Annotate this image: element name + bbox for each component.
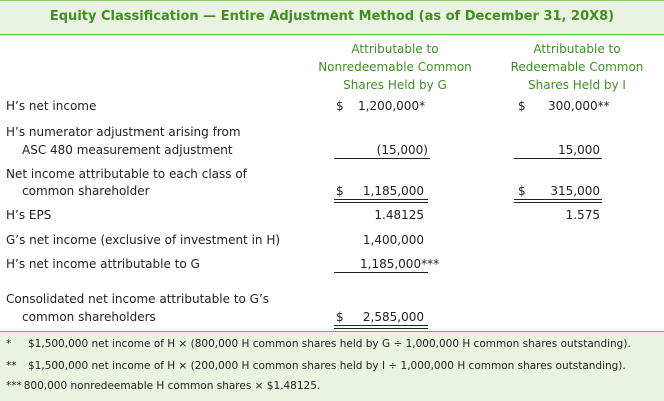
footnote-text: $1,500,000 net income of H × (200,000 H common shares held by I ÷ 1,000,000 H common shares outstanding). <box>28 360 626 372</box>
underline <box>514 158 602 159</box>
title-bar <box>0 0 664 35</box>
value-numerator-adj-i: 15,000 <box>558 143 600 157</box>
column-header-i-line2: Redeemable Common <box>510 60 644 74</box>
double-underline-top <box>514 199 602 200</box>
column-header-i <box>492 40 662 94</box>
row-label-numerator-adj-line1: H’s numerator adjustment arising from <box>6 125 241 139</box>
footnote-text: 800,000 nonredeemable H common shares × $1.48125. <box>23 380 321 392</box>
column-header-i-line3: Shares Held by I <box>528 78 626 92</box>
column-header-i-line1: Attributable to <box>533 42 621 56</box>
column-header-g-line3: Shares Held by G <box>343 78 447 92</box>
underline <box>334 272 428 273</box>
value-attributable-i: 315,000 <box>550 184 600 198</box>
row-label-attributable-line1: Net income attributable to each class of <box>6 167 247 181</box>
underline <box>334 158 430 159</box>
footnote-text: $1,500,000 net income of H × (800,000 H common shares held by G ÷ 1,000,000 H common shares outstanding). <box>28 338 631 350</box>
column-header-g <box>300 40 490 94</box>
row-label-h-to-g: H’s net income attributable to G <box>6 257 200 271</box>
value-eps-i: 1.575 <box>565 208 600 222</box>
footnote-1 <box>6 337 631 351</box>
double-underline-bottom <box>334 328 428 329</box>
row-label-consolidated-line2: common shareholders <box>22 310 156 324</box>
row-label-attributable-line2: common shareholder <box>22 184 150 198</box>
row-label-eps: H’s EPS <box>6 208 52 222</box>
value-h-to-g: 1,185,000*** <box>360 257 440 271</box>
dollar-sign: $ <box>336 99 344 113</box>
value-net-income-i: 300,000** <box>548 99 610 113</box>
dollar-sign: $ <box>336 184 344 198</box>
footnote-3 <box>6 379 320 393</box>
double-underline-bottom <box>334 202 428 203</box>
value-net-income-g: 1,200,000* <box>358 99 426 113</box>
column-header-g-line2: Nonredeemable Common <box>318 60 472 74</box>
row-label-g-net-income: G’s net income (exclusive of investment in H) <box>6 233 281 247</box>
value-attributable-g: 1,185,000 <box>362 184 424 198</box>
footnote-mark: ** <box>6 360 17 372</box>
double-underline-bottom <box>514 202 602 203</box>
column-header-g-line1: Attributable to <box>351 42 439 56</box>
footnote-mark: * <box>6 338 12 350</box>
value-numerator-adj-g: (15,000) <box>376 143 428 157</box>
dollar-sign: $ <box>518 184 526 198</box>
double-underline-top <box>334 199 428 200</box>
value-consolidated-g: 2,585,000 <box>362 310 424 324</box>
row-label-consolidated-line1: Consolidated net income attributable to G’s <box>6 292 270 306</box>
dollar-sign: $ <box>518 99 526 113</box>
double-underline-top <box>334 325 428 326</box>
footnote-mark: *** <box>6 380 22 392</box>
value-g-net-income: 1,400,000 <box>362 233 424 247</box>
row-label-numerator-adj-line2: ASC 480 measurement adjustment <box>22 143 233 157</box>
row-label-net-income: H’s net income <box>6 99 97 113</box>
dollar-sign: $ <box>336 310 344 324</box>
footnote-2 <box>6 359 626 373</box>
value-eps-g: 1.48125 <box>374 208 424 222</box>
table-title: Equity Classification — Entire Adjustment Method (as of December 31, 20X8) <box>49 9 615 24</box>
